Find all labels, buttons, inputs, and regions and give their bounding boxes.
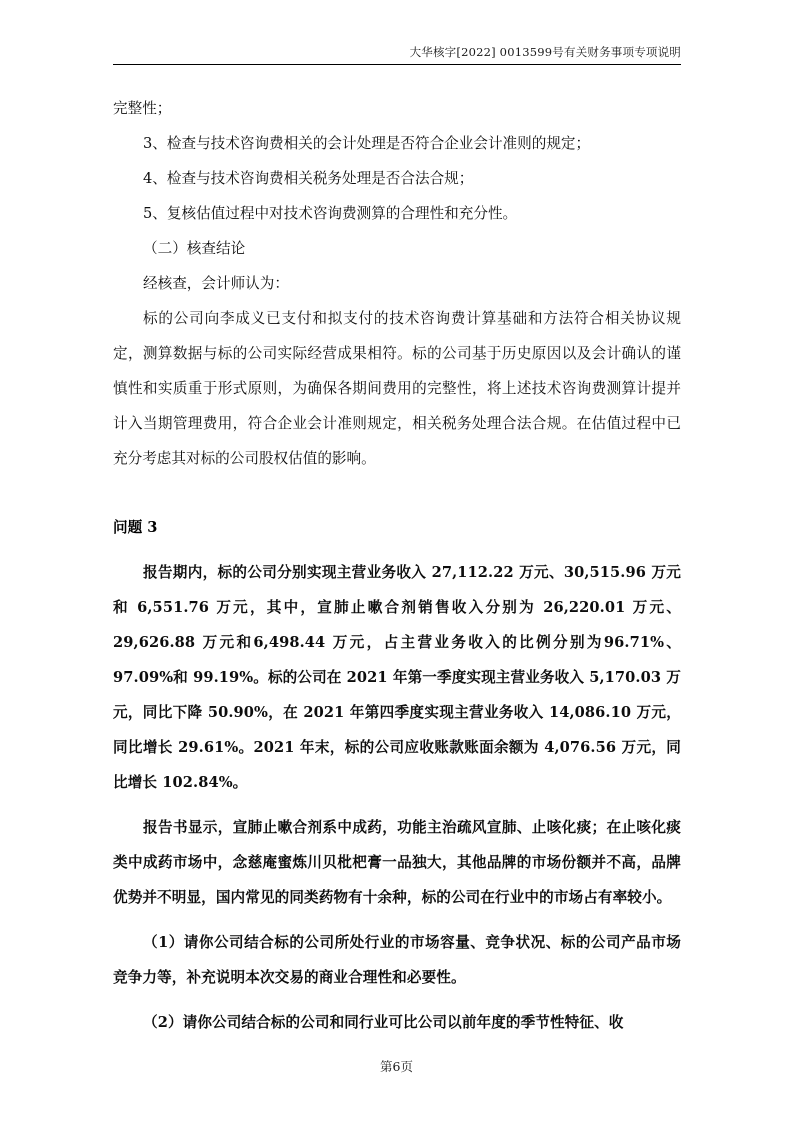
spacer xyxy=(113,545,681,555)
subsection-heading: （二）核查结论 xyxy=(143,240,246,257)
spacer xyxy=(113,800,681,810)
paragraph: 5、复核估值过程中对技术咨询费测算的合理性和充分性。 xyxy=(143,205,518,222)
spacer xyxy=(113,476,681,510)
spacer xyxy=(113,995,681,1005)
paragraph: 标的公司向李成义已支付和拟支付的技术咨询费计算基础和方法符合相关协议规定，测算数据与标的公司实际经营成果相符。标的公司基于历史原因以及会计确认的谨慎性和实质重于形式原则，为确保各期间费用的完整性，将上述技术咨询费测算计提并计入当期管理费用，符合企业会计准则规定，相关税务处理合法合规。在估值过程中已充分考虑其对标的公司股权估值的影响。 xyxy=(113,310,681,467)
header-divider xyxy=(113,64,681,65)
question-title: 问题 3 xyxy=(113,519,158,536)
paragraph: 3、检查与技术咨询费相关的会计处理是否符合企业会计准则的规定； xyxy=(143,135,591,152)
spacer xyxy=(113,915,681,925)
body-text xyxy=(113,91,681,1040)
question-paragraph: 报告期内，标的公司分别实现主营业务收入 27,112.22 万元、30,515.96 万元和 6,551.76 万元，其中，宣肺止嗽合剂销售收入分别为 26,220.01 万元、29,626.88 万元和6,498.44 万元，占主营业务收入的比例分别为96.71%、97.09%和 99.19%。标的公司在 2021 年第一季度实现主营业务收入 5,170.03 万元，同比下降 50.90%，在 2021 年第四季度实现主营业务收入 14,086.10 万元，同比增长 29.61%。2021 年末，标的公司应收账款账面余额为 4,076.56 万元，同比增长 102.84%。 xyxy=(113,564,681,791)
paragraph: 4、检查与技术咨询费相关税务处理是否合法合规； xyxy=(143,170,474,187)
question-paragraph: 报告书显示，宣肺止嗽合剂系中成药，功能主治疏风宣肺、止咳化痰；在止咳化痰类中成药市场中，念慈庵蜜炼川贝枇杷膏一品独大，其他品牌的市场份额并不高，品牌优势并不明显，国内常见的同类药物有十余种，标的公司在行业中的市场占有率较小。 xyxy=(113,819,681,906)
paragraph: 经核查，会计师认为： xyxy=(143,275,289,292)
paragraph: 完整性； xyxy=(113,100,172,117)
question-paragraph: （1）请你公司结合标的公司所处行业的市场容量、竞争状况、标的公司产品市场竞争力等，补充说明本次交易的商业合理性和必要性。 xyxy=(113,934,681,986)
page-content xyxy=(113,44,681,1064)
question-paragraph: （2）请你公司结合标的公司和同行业可比公司以前年度的季节性特征、收 xyxy=(143,1014,624,1031)
page-header: 大华核字[2022] 0013599号有关财务事项专项说明 xyxy=(409,45,681,59)
page-footer: 第6页 xyxy=(380,1059,413,1074)
